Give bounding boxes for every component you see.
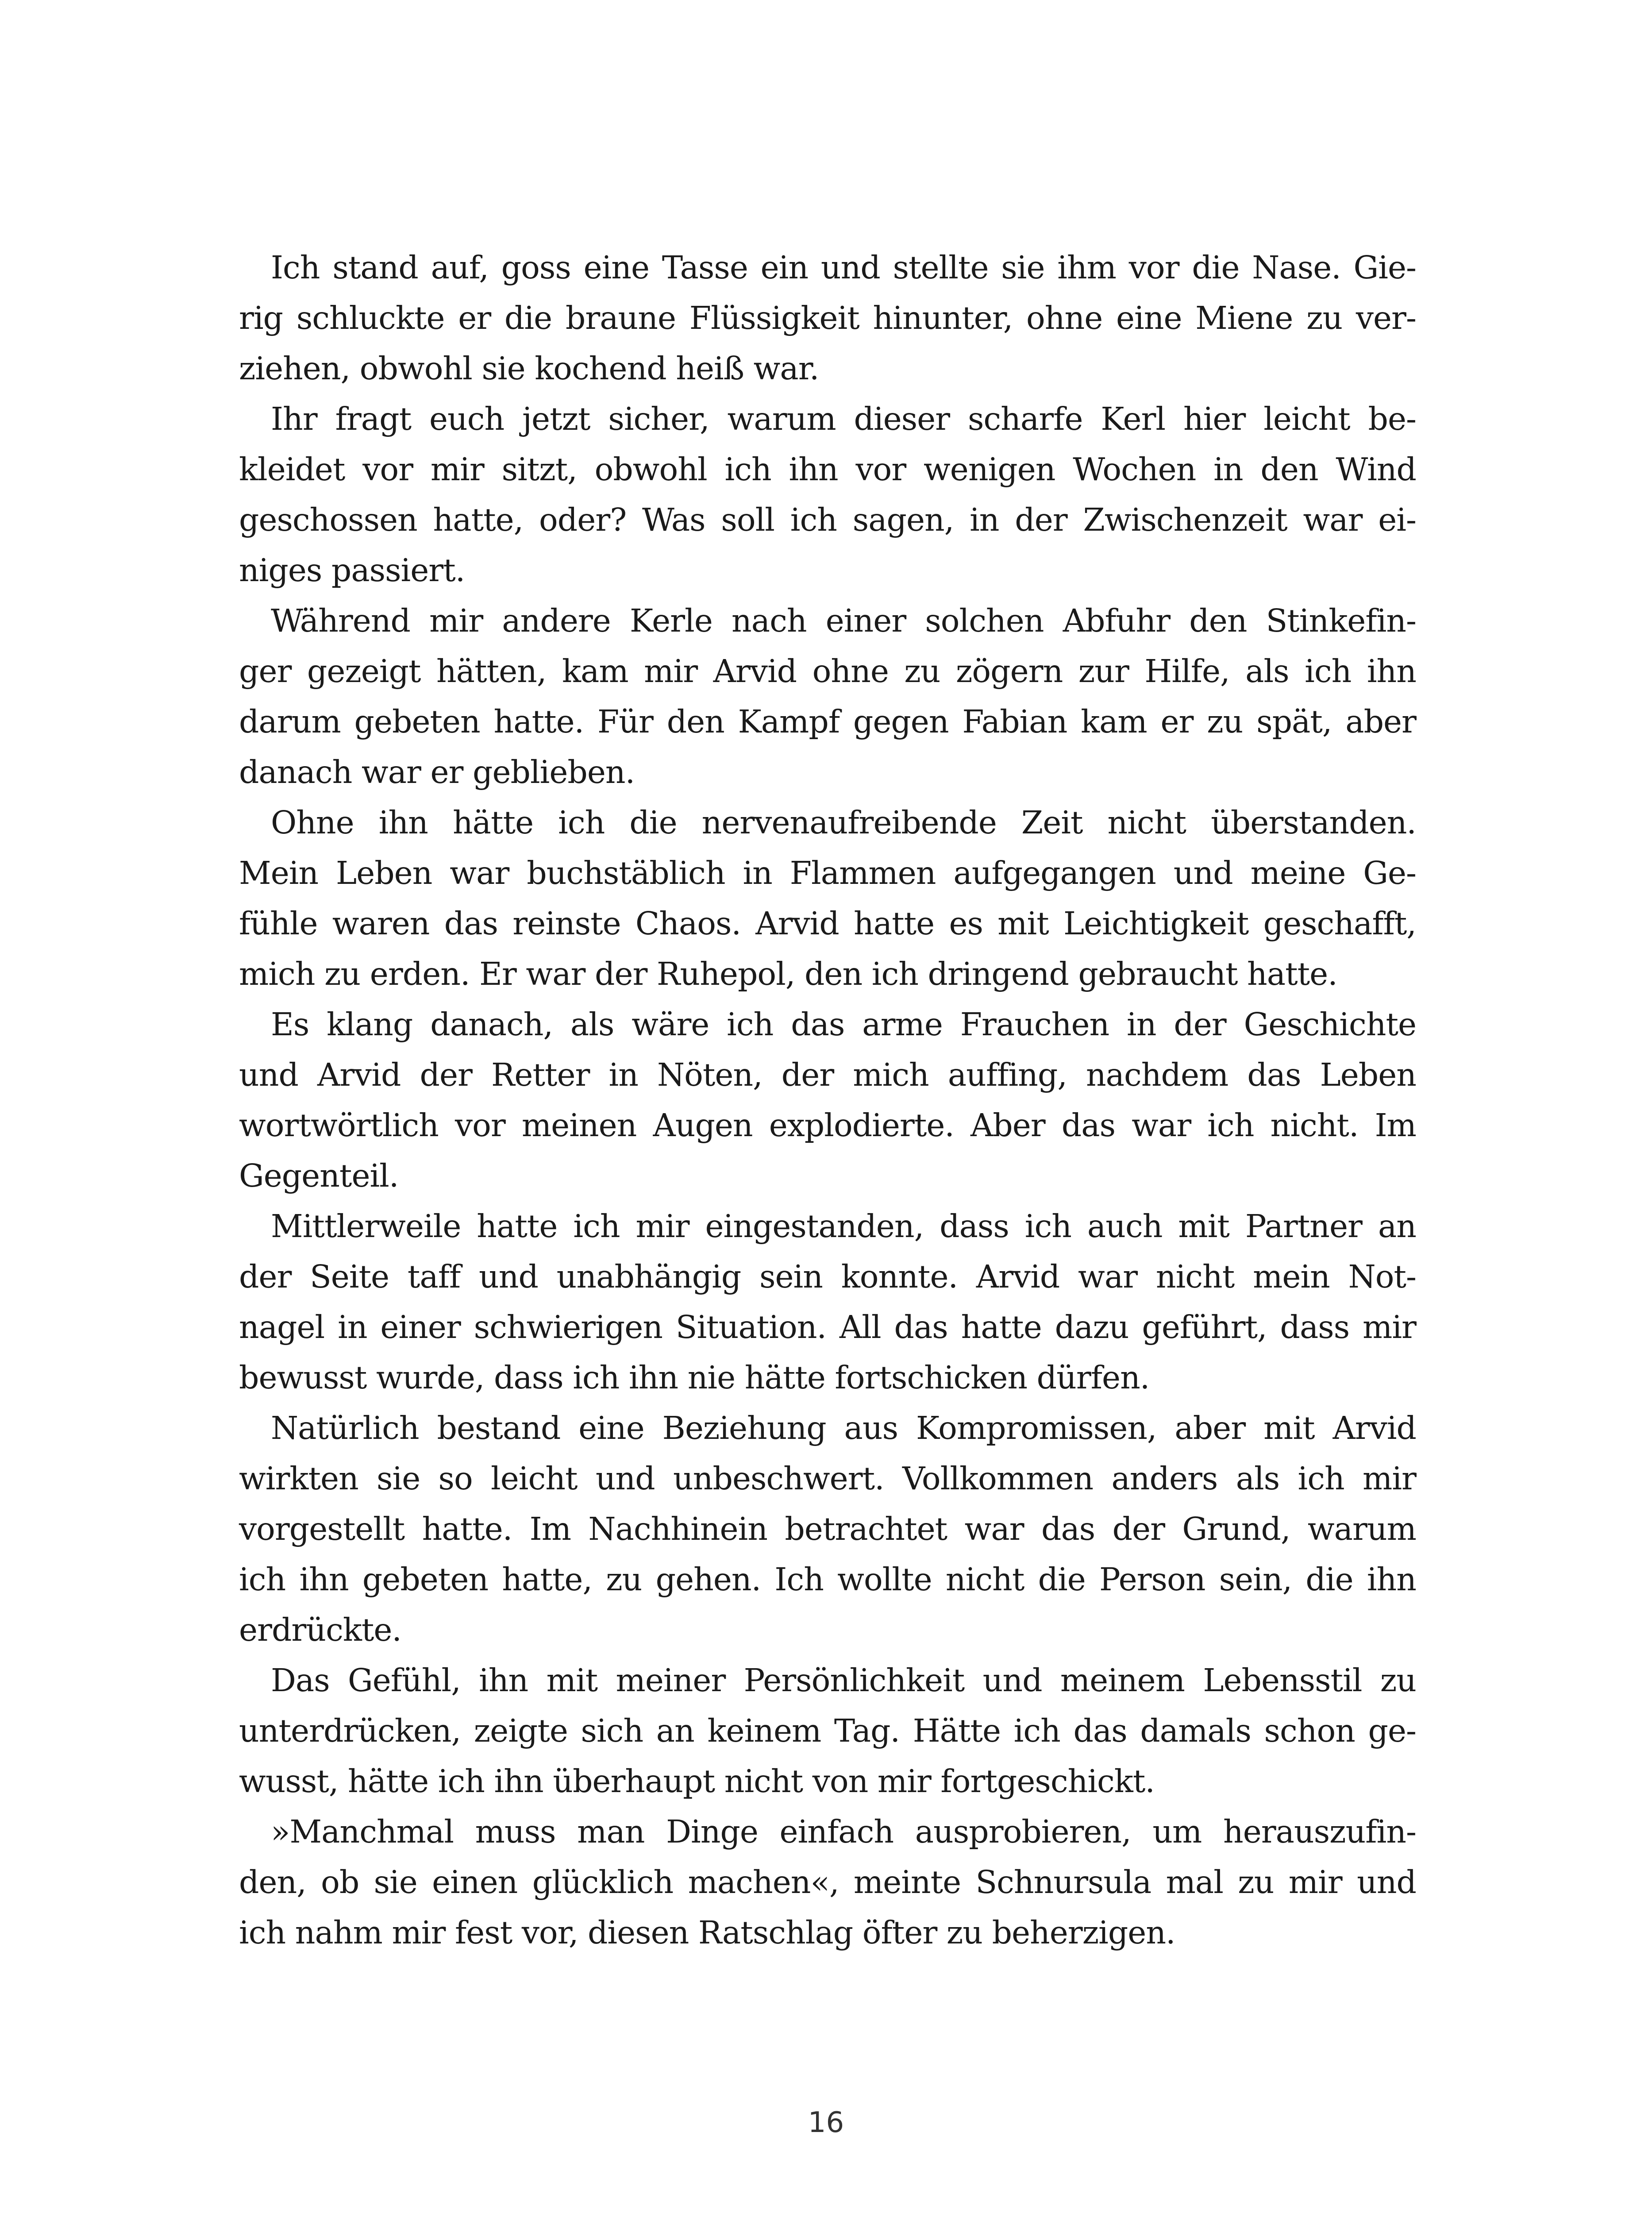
text-line: erdrückte. bbox=[239, 1612, 401, 1648]
text-line: vorgestellt hatte. Im Nachhinein betrachtet war das der Grund, warum bbox=[239, 1511, 1416, 1547]
text-line: bewusst wurde, dass ich ihn nie hätte fortschicken dürfen. bbox=[239, 1359, 1150, 1396]
text-line: nagel in einer schwierigen Situation. All das hatte dazu geführt, dass mir bbox=[239, 1309, 1416, 1346]
text-line: Ohne ihn hätte ich die nervenaufreibende Zeit nicht überstanden. bbox=[271, 804, 1416, 841]
text-line: Das Gefühl, ihn mit meiner Persönlichkeit und meinem Lebensstil zu bbox=[271, 1662, 1416, 1699]
text-line: wortwörtlich vor meinen Augen explodierte. Aber das war ich nicht. Im bbox=[239, 1107, 1416, 1144]
text-line: der Seite taff und unabhängig sein konnte. Arvid war nicht mein Not- bbox=[239, 1258, 1416, 1295]
text-line: niges passiert. bbox=[239, 552, 465, 589]
text-line: rig schluckte er die braune Flüssigkeit hinunter, ohne eine Miene zu ver- bbox=[239, 300, 1416, 336]
text-line: mich zu erden. Er war der Ruhepol, den ich dringend gebraucht hatte. bbox=[239, 956, 1337, 992]
text-line: Natürlich bestand eine Beziehung aus Kompromissen, aber mit Arvid bbox=[271, 1410, 1416, 1446]
text-line: geschossen hatte, oder? Was soll ich sagen, in der Zwischenzeit war ei- bbox=[239, 501, 1416, 538]
text-line: den, ob sie einen glücklich machen«, meinte Schnursula mal zu mir und bbox=[239, 1864, 1416, 1901]
text-line: ziehen, obwohl sie kochend heiß war. bbox=[239, 350, 819, 387]
text-line: Mein Leben war buchstäblich in Flammen aufgegangen und meine Ge- bbox=[239, 855, 1416, 891]
text-line: und Arvid der Retter in Nöten, der mich auffing, nachdem das Leben bbox=[239, 1056, 1416, 1093]
text-line: Ihr fragt euch jetzt sicher, warum dieser scharfe Kerl hier leicht be- bbox=[271, 401, 1416, 437]
text-line: Es klang danach, als wäre ich das arme Frauchen in der Geschichte bbox=[271, 1006, 1416, 1043]
text-line: kleidet vor mir sitzt, obwohl ich ihn vor wenigen Wochen in den Wind bbox=[239, 451, 1416, 488]
text-line: ich ihn gebeten hatte, zu gehen. Ich wollte nicht die Person sein, die ihn bbox=[239, 1561, 1416, 1598]
text-line: Gegenteil. bbox=[239, 1157, 399, 1194]
text-line: ich nahm mir fest vor, diesen Ratschlag öfter zu beherzigen. bbox=[239, 1914, 1175, 1951]
text-line: Ich stand auf, goss eine Tasse ein und stellte sie ihm vor die Nase. Gie- bbox=[271, 249, 1416, 286]
text-line: danach war er geblieben. bbox=[239, 754, 635, 790]
text-line: fühle waren das reinste Chaos. Arvid hatte es mit Leichtigkeit geschafft, bbox=[239, 905, 1416, 942]
body-text bbox=[239, 243, 1416, 1958]
text-line: darum gebeten hatte. Für den Kampf gegen Fabian kam er zu spät, aber bbox=[239, 703, 1416, 740]
text-line: wusst, hätte ich ihn überhaupt nicht von mir fortgeschickt. bbox=[239, 1763, 1155, 1800]
text-line: wirkten sie so leicht und unbeschwert. Vollkommen anders als ich mir bbox=[239, 1460, 1416, 1497]
text-line: unterdrücken, zeigte sich an keinem Tag. Hätte ich das damals schon ge- bbox=[239, 1712, 1416, 1749]
text-line: »Manchmal muss man Dinge einfach ausprobieren, um herauszufin- bbox=[271, 1813, 1416, 1850]
page-number: 16 bbox=[808, 2106, 844, 2139]
text-line: ger gezeigt hätten, kam mir Arvid ohne zu zögern zur Hilfe, als ich ihn bbox=[239, 653, 1416, 690]
text-line: Mittlerweile hatte ich mir eingestanden, dass ich auch mit Partner an bbox=[271, 1208, 1416, 1245]
text-line: Während mir andere Kerle nach einer solchen Abfuhr den Stinkefin- bbox=[271, 602, 1416, 639]
